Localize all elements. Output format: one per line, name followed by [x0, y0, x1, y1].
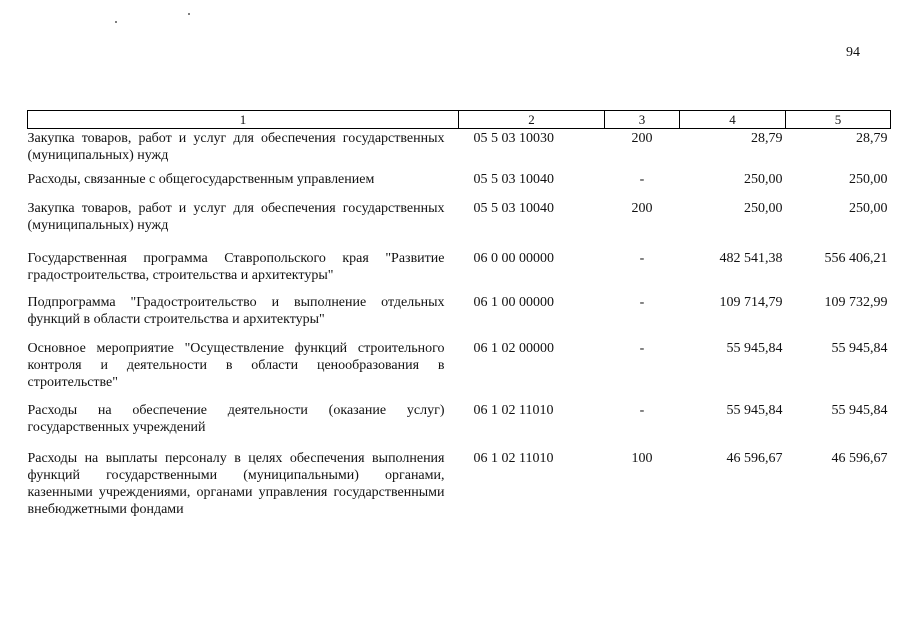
table-row	[28, 129, 891, 171]
table-header-row	[28, 111, 891, 129]
header-col-2: 2	[459, 111, 605, 129]
row-name: Государственная программа Ставропольского края "Развитие градостроительства, строительства и архитектуры"	[27, 250, 445, 283]
row-code: 05 5 03 10040	[473, 171, 554, 187]
row-sum-1: 250,00	[744, 171, 783, 187]
header-col-3: 3	[605, 111, 680, 129]
row-kind: -	[639, 402, 645, 418]
row-sum-2: 556 406,21	[824, 250, 888, 266]
row-sum-2: 55 945,84	[831, 402, 888, 418]
row-name: Подпрограмма "Градостроительство и выполнение отдельных функций в области строительства и архитектуры"	[27, 294, 445, 327]
table-row	[28, 340, 891, 402]
row-code: 06 0 00 00000	[473, 250, 554, 266]
row-sum-2: 55 945,84	[831, 340, 888, 356]
header-col-1: 1	[28, 111, 459, 129]
budget-table	[27, 110, 891, 522]
row-sum-1: 109 714,79	[719, 294, 783, 310]
scan-speck	[115, 21, 117, 23]
table-row	[28, 294, 891, 340]
row-code: 06 1 00 00000	[473, 294, 554, 310]
row-kind: 100	[631, 450, 653, 466]
row-sum-1: 55 945,84	[726, 402, 783, 418]
row-code: 06 1 02 00000	[473, 340, 554, 356]
budget-table-container	[27, 110, 888, 522]
table-row	[28, 250, 891, 294]
row-code: 05 5 03 10040	[473, 200, 554, 216]
row-kind: -	[639, 294, 645, 310]
row-kind: -	[639, 250, 645, 266]
row-sum-2: 250,00	[849, 171, 888, 187]
row-name: Закупка товаров, работ и услуг для обеспечения государственных (муниципальных) нужд	[27, 200, 445, 233]
row-name: Расходы, связанные с общегосударственным управлением	[27, 171, 375, 187]
row-sum-2: 28,79	[856, 131, 888, 146]
row-sum-1: 250,00	[744, 200, 783, 216]
row-sum-2: 250,00	[849, 200, 888, 216]
header-col-5: 5	[786, 111, 891, 129]
scan-speck	[188, 13, 190, 15]
row-code: 05 5 03 10030	[473, 131, 554, 146]
row-sum-1: 46 596,67	[726, 450, 783, 466]
row-sum-2: 109 732,99	[824, 294, 888, 310]
table-row	[28, 200, 891, 250]
row-kind: 200	[631, 131, 653, 146]
row-kind: -	[639, 171, 645, 187]
row-name: Основное мероприятие "Осуществление функций строительного контроля и деятельности в области ценообразования в строительстве"	[27, 340, 445, 390]
row-sum-1: 55 945,84	[726, 340, 783, 356]
page-number: 94	[846, 45, 860, 60]
table-row	[28, 450, 891, 522]
row-name: Расходы на обеспечение деятельности (оказание услуг) государственных учреждений	[27, 402, 445, 435]
row-kind: 200	[631, 200, 653, 216]
row-sum-1: 482 541,38	[719, 250, 783, 266]
table-row	[28, 171, 891, 200]
row-sum-2: 46 596,67	[831, 450, 888, 466]
row-code: 06 1 02 11010	[473, 402, 554, 418]
row-name: Закупка товаров, работ и услуг для обеспечения государственных (муниципальных) нужд	[27, 131, 445, 163]
header-col-4: 4	[680, 111, 786, 129]
row-sum-1: 28,79	[751, 131, 783, 146]
row-code: 06 1 02 11010	[473, 450, 554, 466]
table-row	[28, 402, 891, 450]
row-kind: -	[639, 340, 645, 356]
row-name: Расходы на выплаты персоналу в целях обеспечения выполнения функций государственными (муниципальными) органами, казенными учреждениями, органами управления государственными внебюджетными фондами	[27, 450, 445, 517]
